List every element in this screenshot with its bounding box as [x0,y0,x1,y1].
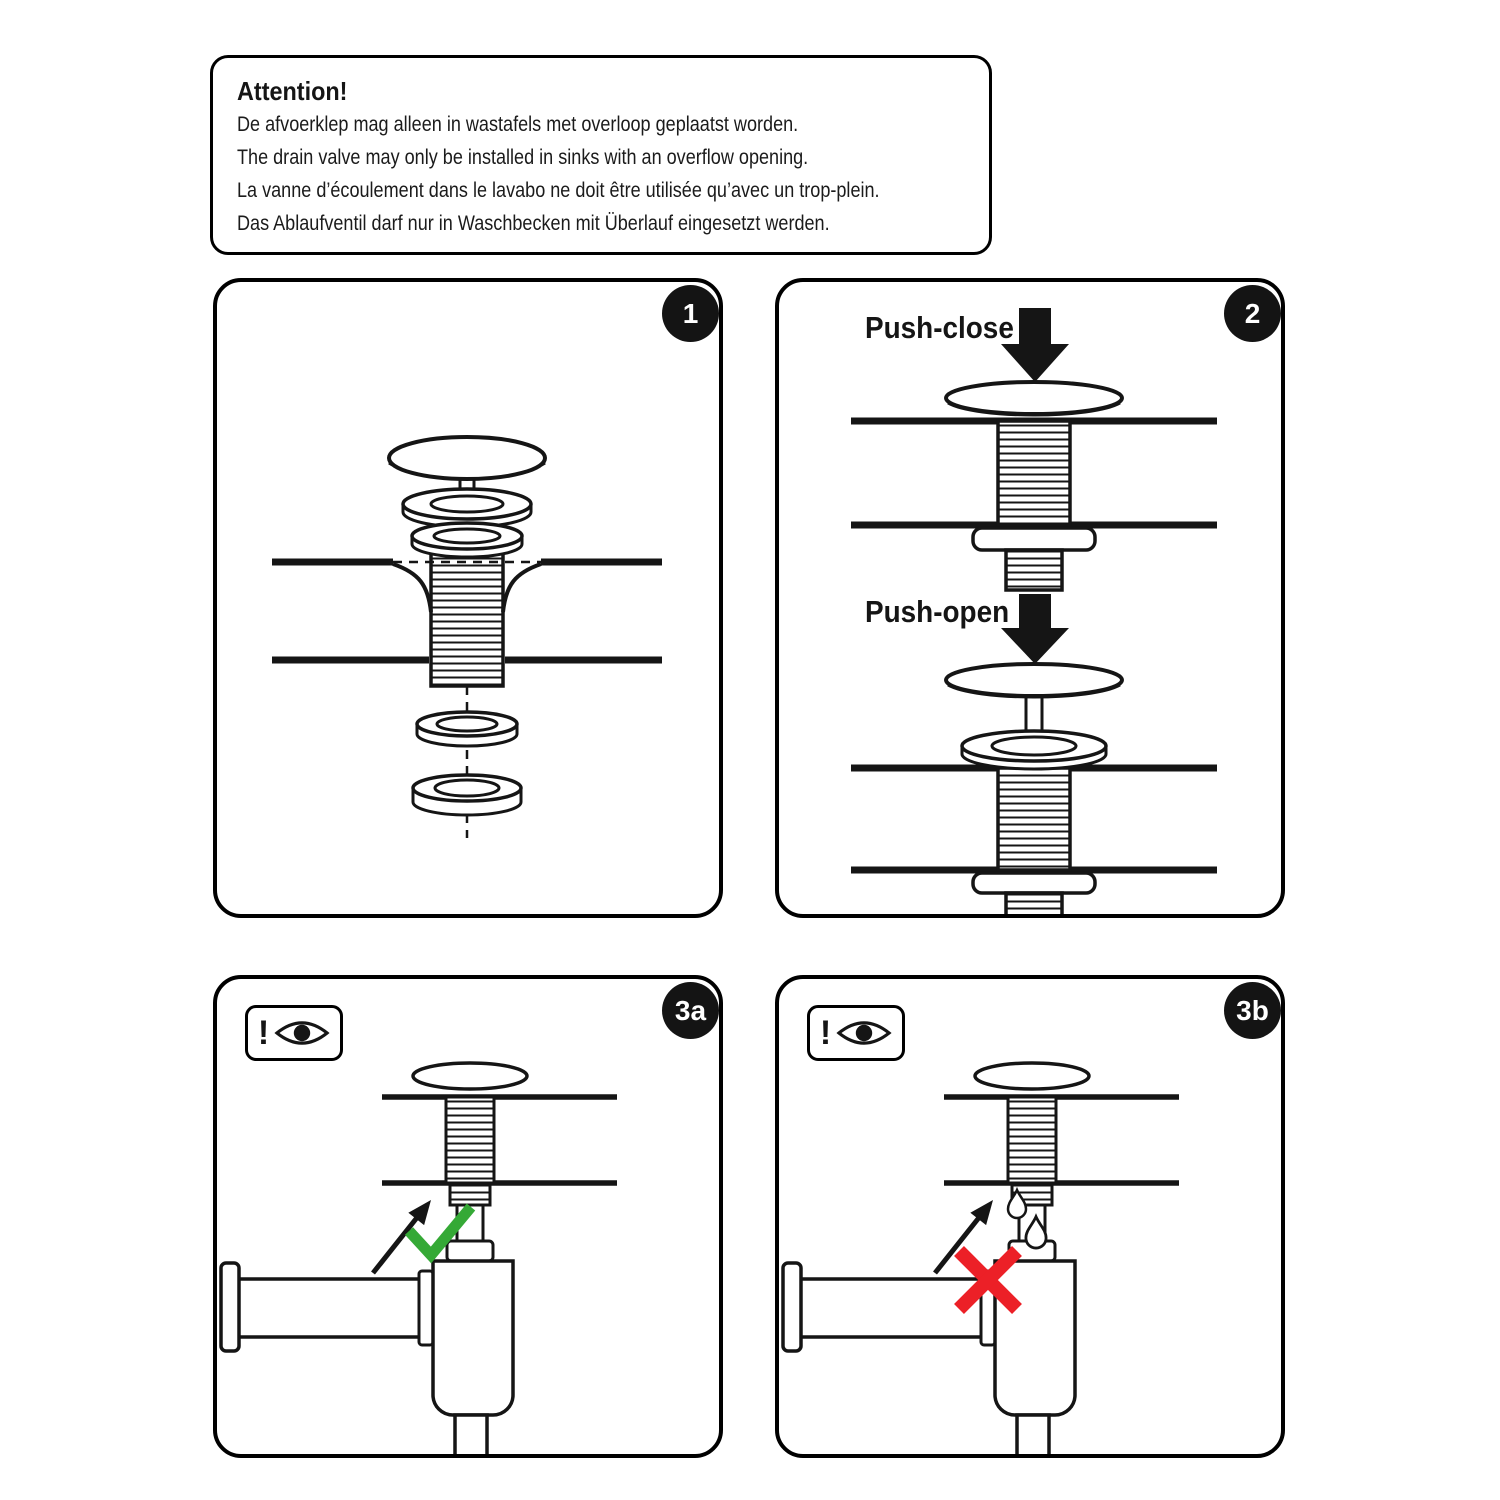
step-2-badge: 2 [1224,285,1281,342]
bottle-trap [221,1205,513,1454]
metal-washer [412,523,522,557]
panel-step-3b [775,975,1285,1458]
step-3b-badge: 3b [1224,982,1281,1039]
drain-cap [975,1063,1089,1089]
push-function-diagram [779,282,1281,914]
attention-box [210,55,992,255]
visual-check-icon [245,1005,343,1061]
attention-line-fr: La vanne d’écoulement dans le lavabo ne doit être utilisée qu’avec un trop-plein. [237,178,880,202]
wall-flange [221,1263,239,1351]
exclamation-label: ! [819,1014,832,1052]
threaded-body [446,1097,494,1183]
panel-step-2 [775,278,1285,918]
push-open-arrow-icon [1001,594,1069,664]
threaded-body [1008,1097,1056,1183]
compression-nut [447,1241,493,1261]
attention-line-nl: De afvoerklep mag alleen in wastafels met overloop geplaatst worden. [237,112,799,136]
panel-step-1 [213,278,723,918]
trap-outlet [1017,1415,1049,1454]
attention-line-de: Das Ablaufventil darf nur in Waschbecken mit Überlauf eingesetzt werden. [237,211,830,235]
threaded-stub [450,1183,490,1205]
step-3a-badge: 3a [662,982,719,1039]
sink-cross-section [382,1097,617,1183]
trap-body [995,1261,1075,1415]
threaded-body [431,544,503,686]
wall-flange [783,1263,801,1351]
eye-icon [836,1013,892,1053]
exploded-drain-diagram [217,282,719,914]
friction-washer [417,712,517,746]
step-1-badge: 1 [662,285,719,342]
panel-step-3a [213,975,723,1458]
push-close-label: Push-close [865,310,1014,345]
exclamation-label: ! [257,1014,270,1052]
eye-icon [274,1013,330,1053]
visual-check-icon [807,1005,905,1061]
trap-body [433,1261,513,1415]
leak-direction-arrow [373,1194,439,1273]
drain-open-diagram [851,664,1217,914]
sink-cross-section [944,1097,1179,1183]
drain-cap [413,1063,527,1089]
attention-title: Attention! [237,76,348,106]
lock-nut [413,775,521,815]
drain-closed-diagram [851,382,1217,590]
trap-outlet [455,1415,487,1454]
junction-nut [419,1271,433,1345]
push-open-label: Push-open [865,594,1010,629]
attention-line-en: The drain valve may only be installed in sinks with an overflow opening. [237,145,809,169]
horizontal-pipe [237,1279,429,1337]
